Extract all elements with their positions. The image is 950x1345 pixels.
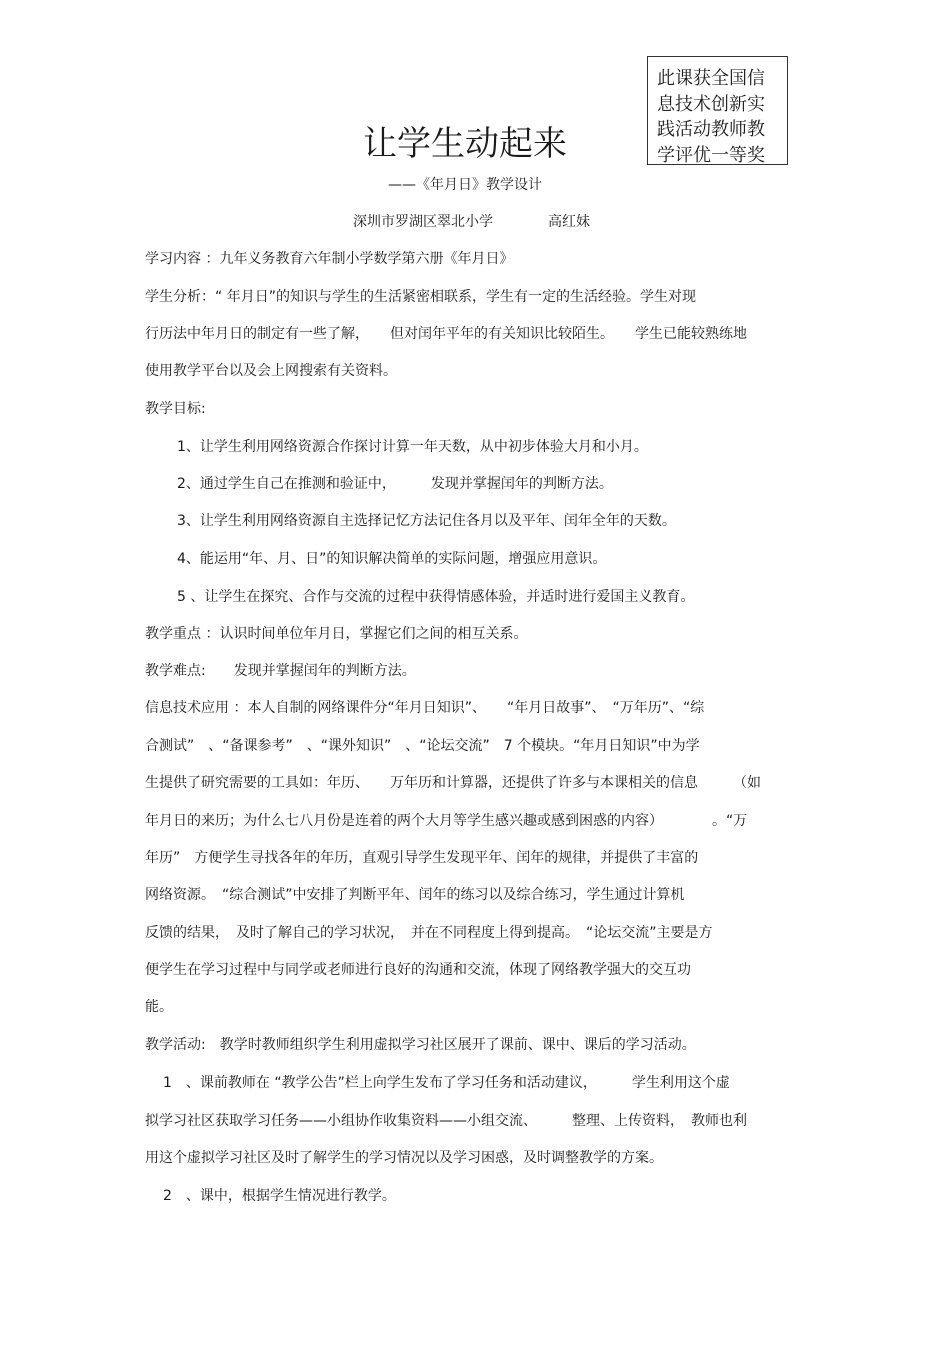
award-line: 践活动教师教	[657, 119, 765, 140]
text-line: 教学难点: 发现并掌握闰年的判断方法。	[145, 663, 416, 679]
document-subtitle: ——《年月日》教学设计	[388, 177, 542, 193]
goal-item: 2、通过学生自己在推测和验证中， 发现并掌握闰年的判断方法。	[177, 476, 613, 492]
award-line: 此课获全国信	[657, 68, 765, 89]
text-line: 能。	[145, 999, 173, 1015]
text-line: 便学生在学习过程中与同学或老师进行良好的沟通和交流，体现了网络教学强大的交互功	[145, 962, 691, 978]
goal-item: 5 、让学生在探究、合作与交流的过程中获得情感体验，并适时进行爱国主义教育。	[177, 589, 695, 605]
goal-item: 1、让学生利用网络资源合作探讨计算一年天数，从中初步体验大月和小月。	[177, 439, 648, 455]
text-line: 学生分析：“ 年月日”的知识与学生的生活紧密相联系，学生有一定的生活经验。学生对现	[145, 289, 696, 305]
text-line: 反馈的结果， 及时了解自己的学习状况， 并在不同程度上得到提高。 “论坛交流”主要是方	[145, 925, 713, 941]
author-school: 深圳市罗湖区翠北小学	[353, 214, 493, 230]
activity-item: 2 、课中，根据学生情况进行教学。	[163, 1188, 396, 1204]
award-line: 学评优一等奖	[657, 144, 765, 166]
text-line: 使用教学平台以及会上网搜索有关资料。	[145, 363, 397, 379]
text-line: 行历法中年月日的制定有一些了解， 但对闰年平年的有关知识比较陌生。 学生已能较熟练地	[145, 326, 747, 342]
text-line: 信息技术应用 ：本人自制的网络课件分“年月日知识”、 “年月日故事”、 “万年历”、“综	[145, 700, 705, 716]
goal-item: 3、让学生利用网络资源自主选择记忆方法记住各月以及平年、闰年全年的天数。	[177, 513, 676, 529]
text-line: 合测试” 、“备课参考” 、“课外知识” 、“论坛交流” 7 个模块。“年月日知识”中为学	[145, 738, 700, 754]
text-line: 年月日的来历；为什么七八月份是连着的两个大月等学生感兴趣或感到困惑的内容） 。“万	[145, 813, 748, 829]
text-line: 年历” 方便学生寻找各年的年历，直观引导学生发现平年、闰年的规律，并提供了丰富的	[145, 850, 699, 866]
text-line: 生提供了研究需要的工具如：年历、 万年历和计算器，还提供了许多与本课相关的信息 （如	[145, 775, 761, 791]
document-title: 让学生动起来	[363, 124, 567, 164]
text-line: 网络资源。 “综合测试”中安排了判断平年、闰年的练习以及综合练习，学生通过计算机	[145, 887, 685, 903]
text-line: 教学活动: 教学时教师组织学生利用虚拟学习社区展开了课前、课中、课后的学习活动。	[145, 1037, 696, 1053]
text-line: 用这个虚拟学习社区及时了解学生的学习情况以及学习困惑，及时调整教学的方案。	[145, 1150, 663, 1166]
text-line: 学习内容 ：九年义务教育六年制小学数学第六册《年月日》	[145, 251, 514, 267]
author-name: 高红妹	[548, 214, 590, 230]
goal-item: 4、能运用“年、月、日”的知识解决简单的实际问题，增强应用意识。	[177, 551, 607, 567]
award-line: 息技术创新实	[657, 93, 765, 115]
activity-item: 1 、课前教师在 “教学公告”栏上向学生发布了学习任务和活动建议， 学生利用这个虚	[163, 1075, 730, 1091]
text-line: 拟学习社区获取学习任务——小组协作收集资料——小组交流、 整理、上传资料， 教师也利	[145, 1113, 747, 1129]
section-heading: 教学目标:	[145, 401, 206, 417]
text-line: 教学重点 ：认识时间单位年月日，掌握它们之间的相互关系。	[145, 626, 528, 642]
